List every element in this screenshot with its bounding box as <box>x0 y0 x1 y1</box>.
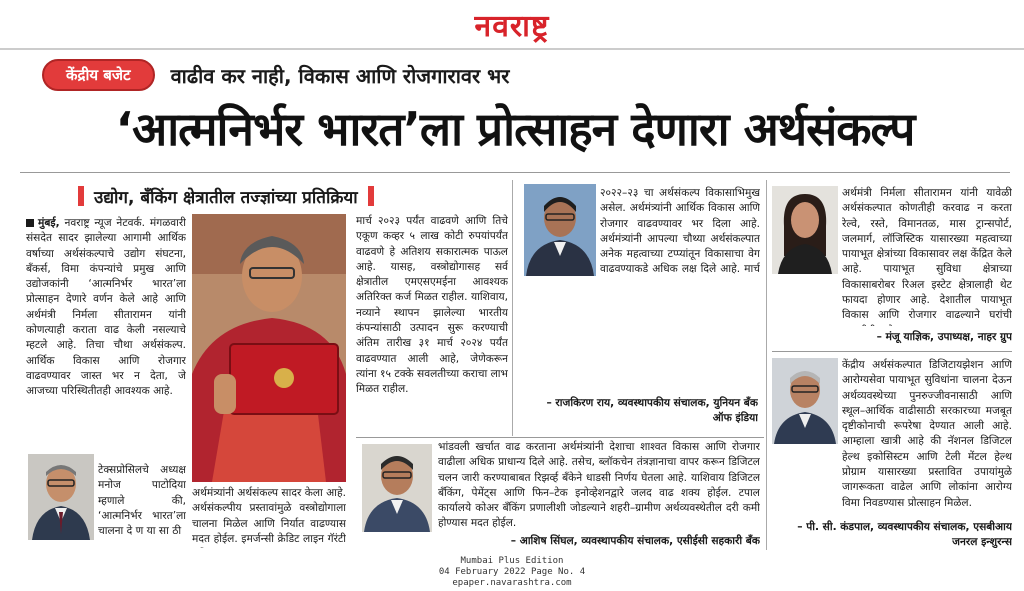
footer-url[interactable]: epaper.navarashtra.com <box>452 578 572 588</box>
manju-yagnik-photo <box>772 186 838 274</box>
rajkiran-rai-signoff: – राजकिरण राय, व्यवस्थापकीय संचालक, युनियन बँक ऑफ इंडिया <box>546 397 758 425</box>
rajkiran-rai-photo <box>524 184 596 276</box>
main-headline: ‘आत्मनिर्भर भारत’ला प्रोत्साहन देणारा अर्थसंकल्प <box>115 102 915 156</box>
ashish-singhal-photo <box>362 444 432 532</box>
finance-minister-photo <box>192 214 346 482</box>
lead-paragraph: नवराष्ट्र न्यूज नेटवर्क. मंगळवारी संसदेत सादर झालेल्या आगामी आर्थिक वर्षाच्या अर्थसंकल्पाचे उद्योग संघटना, बँकर्स, विमा कंपन्यांचे प्रमुख आणि उद्योजकांनी ‘आत्मनिर्भर भारत’ला प्रोत्साहन देणारे वर्णन केले आहे आणि अर्थमंत्री निर्मला सीतारामन यांनी कोणत्याही कराता वाढ केली नसल्याचे म्हटले आहे. तिचा चौथा अर्थसंकल्प. आर्थिक विकास आणि रोजगार वाढवण्यावर जास्त भर न देता, जे आजच्या परिस्थितीतही आवश्यक आहे. <box>26 217 186 398</box>
deck-text: उद्योग, बँकिंग क्षेत्रातील तज्ज्ञांच्या प्रतिक्रिया <box>94 187 358 208</box>
section-divider-horizontal <box>356 437 764 438</box>
sub-headline: वाढीव कर नाही, विकास आणि रोजगारावर भर <box>170 63 510 88</box>
masthead-divider <box>0 48 1024 50</box>
article-column-1 <box>26 216 186 450</box>
pc-kandpal-photo <box>772 358 838 444</box>
section-kicker: केंद्रीय बजेट <box>42 59 155 91</box>
deck-bar-left <box>78 186 84 206</box>
page-footer <box>0 556 1024 589</box>
section-divider-right <box>772 351 1012 352</box>
column-divider <box>512 180 513 436</box>
dateline: मुंबई, <box>38 217 60 229</box>
article-column-5: अर्थमंत्री निर्मला सीतारामन यांनी यावेळी अर्थसंकल्पात कोणतीही करवाढ न करता रेल्वे, रस्ते, विमानतळ, मास ट्रान्सपोर्ट, जलमार्ग, लॉजिस्टिक यासारख्या महत्वाच्या पायाभूत क्षेत्रांच्या विकासावर लक्ष केंद्रित केले आहे. पायाभूत सुविधा क्षेत्राच्या विकासाबरोबर रिअल इस्टेट क्षेत्रालाही थेट फायदा होणार आहे. देशातील पायाभूत विकास आणि रोजगार वाढल्याने घरांची <box>842 187 1012 322</box>
article-column-4-top: २०२२–२३ चा अर्थसंकल्प विकासाभिमुख असेल. अर्थमंत्र्यांनी आर्थिक विकास आणि रोजगार वाढवण्यावर भर दिला आहे. अर्थमंत्र्यांनी आपल्या चौथ्या अर्थसंकल्पात अनेक महत्वाच्या टप्प्यांतून विकासाचा वेग वाढवण्याकडे अधिक लक्ष दिले आहे. मार्च <box>600 187 760 276</box>
footer-date: 04 February 2022 Page No. 4 <box>438 567 586 577</box>
ashish-singhal-signoff: – आशिष सिंघल, व्यवस्थापकीय संचालक, एसीईसी सहकारी बँक <box>510 535 760 547</box>
column-divider-right <box>766 180 767 550</box>
article-column-4-continued <box>524 278 760 380</box>
article-column-3: मार्च २०२३ पर्यंत वाढवणे आणि तिचे एकूण कव्हर ५ लाख कोटी रुपयांपर्यंत वाढवणे हे अतिशय सकारात्मक पाऊल आहे. यासह, वस्त्रोद्योगासह सर्व क्षेत्रातील एमएसएमईना आवश्यक अतिरिक्त कर्ज मिळत राहील. याशिवाय, नव्याने स्थापन झालेल्या भारतीय कंपन्यांसाठी उत्पादन सुरू करण्याची अंतिम तारीख ३१ मार्च २०२४ पर्यंत वाढवण्यात आली आहे, जेणेकरून त्यांना १५ टक्के सवलतीच्या कराचा लाभ मिळत राहील. <box>356 215 508 396</box>
kicker-row <box>42 60 509 90</box>
deck-bar-right <box>368 186 374 206</box>
article-column-4b: भांडवली खर्चात वाढ करताना अर्थमंत्र्यांनी देशाचा शाश्वत विकास आणि रोजगार वाढीला अधिक प्राधान्य दिले आहे. तसेच, ब्लॉकचेन तंत्रज्ञानाचा वापर करून डिजिटल चलन जारी करण्याबाबत रिझर्व्ह बँकेने धाडसी निर्णय घेतला आहे. याशिवाय डिजिटल बँकिंग, पेमेंट्स आणि फिन–टेक इनोव्हेशनद्वारे जलद वाढ शक्य होईल. टपाल कार्यालये कोअर बँकिंग प्रणालीशी जोडल्याने शहरी–ग्रामीण अर्थव्यवस्थेतील दरी कमी होण्यास मदत होईल. <box>438 441 760 530</box>
manju-yagnik-signoff: – मंजू याज्ञिक, उपाध्यक्ष, नाहर ग्रुप <box>876 331 1012 343</box>
footer-edition: Mumbai Plus Edition <box>460 556 564 566</box>
pc-kandpal-signoff: – पी. सी. कंडपाल, व्यवस्थापकीय संचालक, एसबीआय जनरल इन्शुरन्स <box>797 521 1012 549</box>
headline-divider <box>20 172 1010 173</box>
manoj-patodia-photo <box>28 454 94 540</box>
patodia-quote: टेक्सप्रोसिलचे अध्यक्ष मनोज पाटोदिया म्हणाले की, ‘आत्मनिर्भर भारत’ला चालना दे ण या सा ठी <box>98 464 186 538</box>
masthead-logo: नवराष्ट्र <box>474 9 550 44</box>
bullet-square-icon <box>26 219 34 227</box>
deck-line <box>68 183 384 209</box>
article-column-5b: केंद्रीय अर्थसंकल्पात डिजिटायझेशन आणि आरोग्यसेवा पायाभूत सुविधांना चालना देऊन अर्थव्यवस्थेच्या पुनरुज्जीवनासाठी आणि स्थूल–आर्थिक वाढीसाठी सरकारच्या मजबूत दृष्टीकोनाची रूपरेषा देण्यात आली आहे. आम्हाला खात्री आहे की नॅशनल डिजिटल हेल्थ इकोसिस्टम आणि टेली मेंटल हेल्थ प्रोग्राम यासारख्या प्रस्तावित उपायांमुळे जागरूकता वाढेल आणि लोकांना आरोग्य विमा निवडण्यास प्रोत्साहन मिळेल. <box>842 359 1012 509</box>
photo-caption-column: अर्थमंत्र्यांनी अर्थसंकल्प सादर केला आहे. अर्थसंकल्पीय प्रस्तावांमुळे वस्त्रोद्योगाला चालना मिळेल आणि निर्यात वाढण्यास मदत होईल. इमर्जन्सी क्रेडिट लाइन गॅरंटी <box>192 487 346 545</box>
